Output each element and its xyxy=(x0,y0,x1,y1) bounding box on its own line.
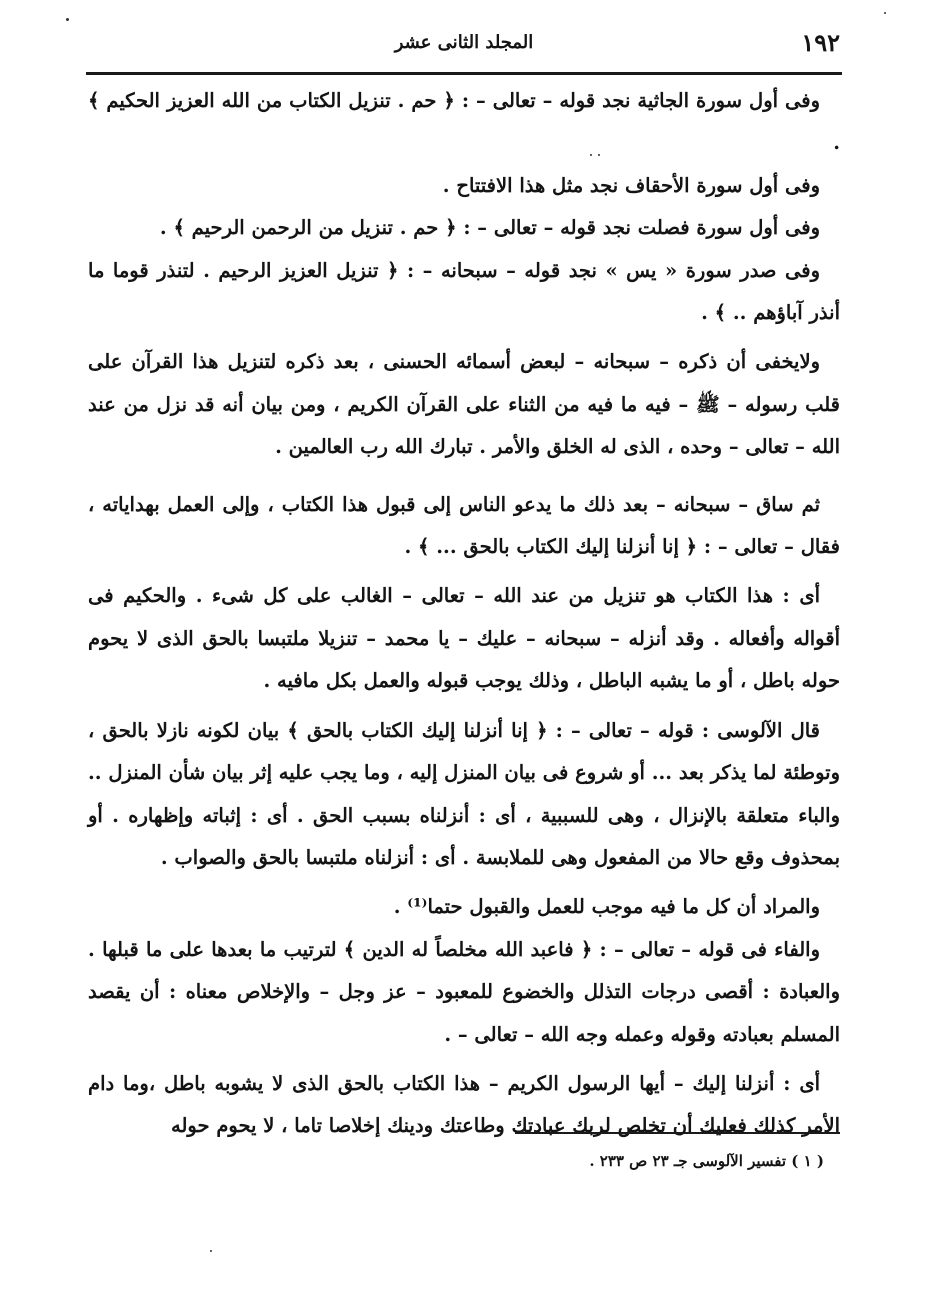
paragraph: أى : أنزلنا إليك – أيها الرسول الكريم – هذا الكتاب بالحق الذى لا يشوبه باطل ،وما دام الأمر كذلك فعليك أن تخلص لربك عبادتك وطاعتك ودينك إخلاصا تاما ، لا يحوم حوله xyxy=(88,1071,840,1138)
paragraph: ولايخفى أن ذكره – سبحانه – لبعض أسمائه الحسنى ، بعد ذكره لتنزيل هذا القرآن على قلب رسوله – ﷺ – فيه ما فيه من الثناء على القرآن الكريم ، ومن بيان أنه قد نزل من عند الله – تعالى – وحده ، الذى له الخلق والأمر . تبارك الله رب العالمين . xyxy=(88,350,840,459)
paragraph: والفاء فى قوله – تعالى – : ﴿ فاعبد الله مخلصاً له الدين ﴾ لترتيب ما بعدها على ما قبلها . والعبادة : أقصى درجات التذلل والخضوع للمعبود – عز وجل – والإخلاص معناه : أن يقصد المسلم بعبادته وقوله وعمله وجه الله – تعالى – . xyxy=(88,937,840,1046)
paragraph: ثم ساق – سبحانه – بعد ذلك ما يدعو الناس إلى قبول هذا الكتاب ، وإلى العمل بهداياته ، فقال – تعالى – : ﴿ إنا أنزلنا إليك الكتاب بالحق ... ﴾ . xyxy=(88,492,840,559)
paragraph: وفى أول سورة الجاثية نجد قوله – تعالى – : ﴿ حم . تنزيل الكتاب من الله العزيز الحكيم ﴾ . xyxy=(88,89,840,155)
paragraph: أى : هذا الكتاب هو تنزيل من عند الله – تعالى – الغالب على كل شىء . والحكيم فى أقواله وأفعاله . وقد أنزله – سبحانه – عليك – يا محمد – تنزيلا ملتبسا بالحق الذى لا يحوم حوله باطل ، أو ما يشبه الباطل ، وذلك يوجب قبوله والعمل بكل مافيه . xyxy=(88,584,840,693)
page-number: ١٩٢ xyxy=(801,28,840,57)
paragraph: وفى أول سورة فصلت نجد قوله – تعالى – : ﴿ حم . تنزيل من الرحمن الرحيم ﴾ . xyxy=(159,216,820,240)
page-header xyxy=(88,28,840,68)
scan-speck xyxy=(66,18,69,21)
body-text xyxy=(88,80,840,1148)
paragraph: والمراد أن كل ما فيه موجب للعمل والقبول حتما⁽¹⁾ . xyxy=(393,895,820,919)
running-head: المجلد الثانى عشر xyxy=(394,32,534,53)
paragraph: وفى أول سورة الأحقاف نجد مثل هذا الافتتاح . xyxy=(442,173,820,197)
paragraph: قال الآلوسى : قوله – تعالى – : ﴿ إنا أنزلنا إليك الكتاب بالحق ﴾ بيان لكونه نازلا بالحق ، وتوطئة لما يذكر بعد ... أو شروع فى بيان المنزل إليه ، وما يجب عليه إثر بيان شأن المنزل .. والباء متعلقة بالإنزال ، وهى للسببية ، أى : أنزلناه بسبب الحق . أى : إثباته وإظهاره . أو بمحذوف وقع حالا من المفعول وهى للملابسة . أى : أنزلناه ملتبسا بالحق والصواب . xyxy=(88,718,840,869)
header-rule xyxy=(86,72,842,75)
footnote: ( ١ ) تفسير الآلوسى جـ ٢٣ ص ٢٣٣ . xyxy=(589,1152,824,1170)
footnote-rule xyxy=(515,1132,840,1134)
paragraph: وفى صدر سورة « يس » نجد قوله – سبحانه – : ﴿ تنزيل العزيز الرحيم . لتنذر قوما ما أنذر آباؤهم .. ﴾ . xyxy=(88,258,840,325)
scan-speck xyxy=(598,154,600,156)
scan-speck xyxy=(884,12,886,14)
scan-speck xyxy=(590,154,592,156)
scan-speck xyxy=(210,1250,212,1252)
